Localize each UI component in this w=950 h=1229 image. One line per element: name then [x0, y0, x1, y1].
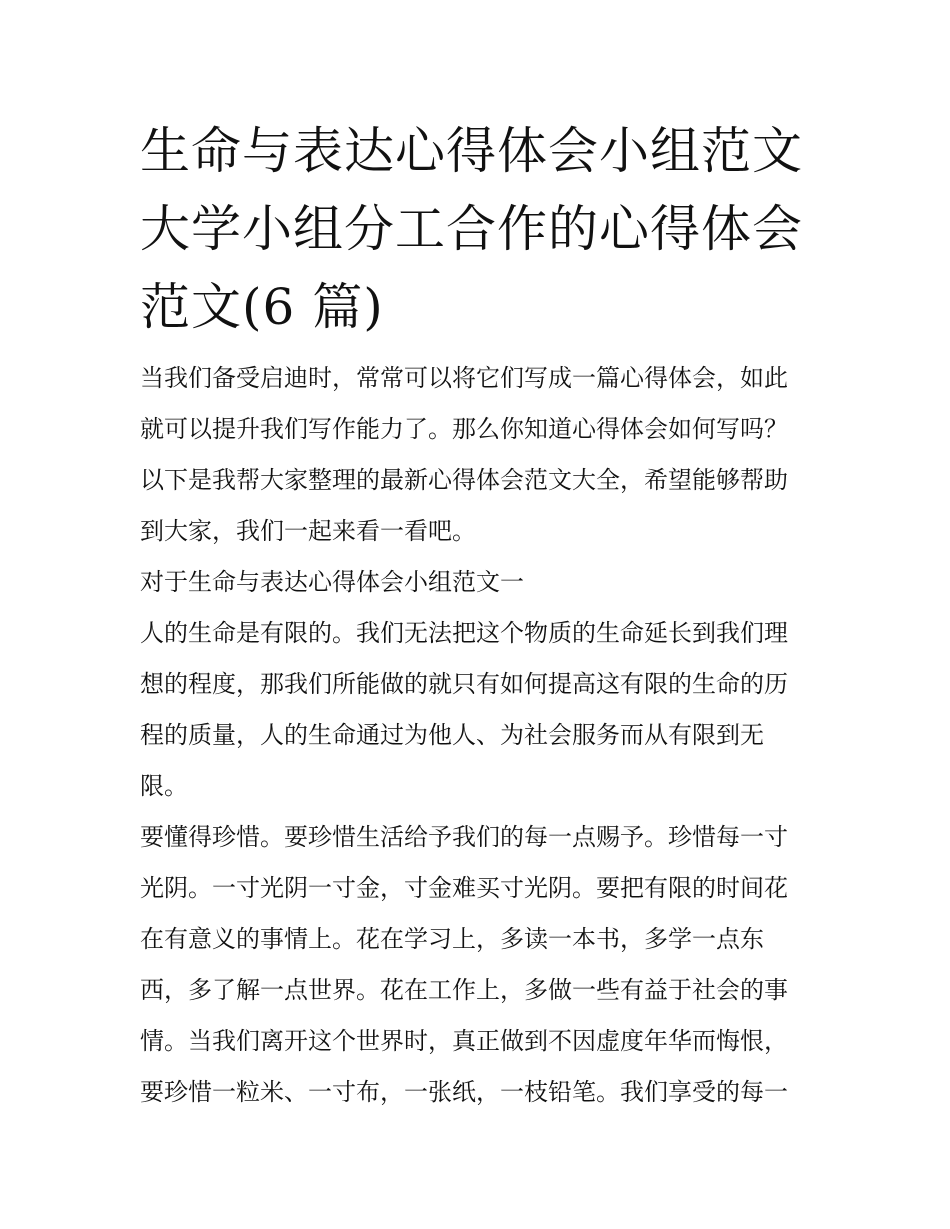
text-line: 西，多了解一点世界。花在工作上，多做一些有益于社会的事	[140, 976, 788, 1004]
document-title	[140, 112, 820, 346]
text-line: 人的生命是有限的。我们无法把这个物质的生命延长到我们理	[140, 619, 788, 647]
title-line: 大学小组分工合作的心得体会	[140, 200, 803, 258]
text-line: 就可以提升我们写作能力了。那么你知道心得体会如何写吗？	[140, 415, 788, 443]
body-paragraph-2	[140, 812, 820, 1118]
text-line: 以下是我帮大家整理的最新心得体会范文大全，希望能够帮助	[140, 466, 788, 494]
document-body	[140, 353, 820, 1118]
body-paragraph-1	[140, 608, 820, 812]
section-heading: 对于生命与表达心得体会小组范文一	[140, 568, 524, 596]
title-line: 范文(6 篇)	[140, 278, 384, 336]
title-line: 生命与表达心得体会小组范文	[140, 122, 803, 180]
text-line: 要珍惜一粒米、一寸布，一张纸，一枝铅笔。我们享受的每一	[140, 1078, 788, 1106]
intro-paragraph	[140, 353, 820, 557]
text-line: 要懂得珍惜。要珍惜生活给予我们的每一点赐予。珍惜每一寸	[140, 823, 788, 851]
text-line: 限。	[140, 772, 188, 800]
text-line: 在有意义的事情上。花在学习上，多读一本书，多学一点东	[140, 925, 764, 953]
text-line: 想的程度，那我们所能做的就只有如何提高这有限的生命的历	[140, 670, 788, 698]
text-line: 当我们备受启迪时，常常可以将它们写成一篇心得体会，如此	[140, 364, 788, 392]
text-line: 光阴。一寸光阴一寸金，寸金难买寸光阴。要把有限的时间花	[140, 874, 788, 902]
text-line: 程的质量，人的生命通过为他人、为社会服务而从有限到无	[140, 721, 764, 749]
text-line: 到大家，我们一起来看一看吧。	[140, 517, 476, 545]
text-line: 情。当我们离开这个世界时，真正做到不因虚度年华而悔恨，	[140, 1027, 788, 1055]
